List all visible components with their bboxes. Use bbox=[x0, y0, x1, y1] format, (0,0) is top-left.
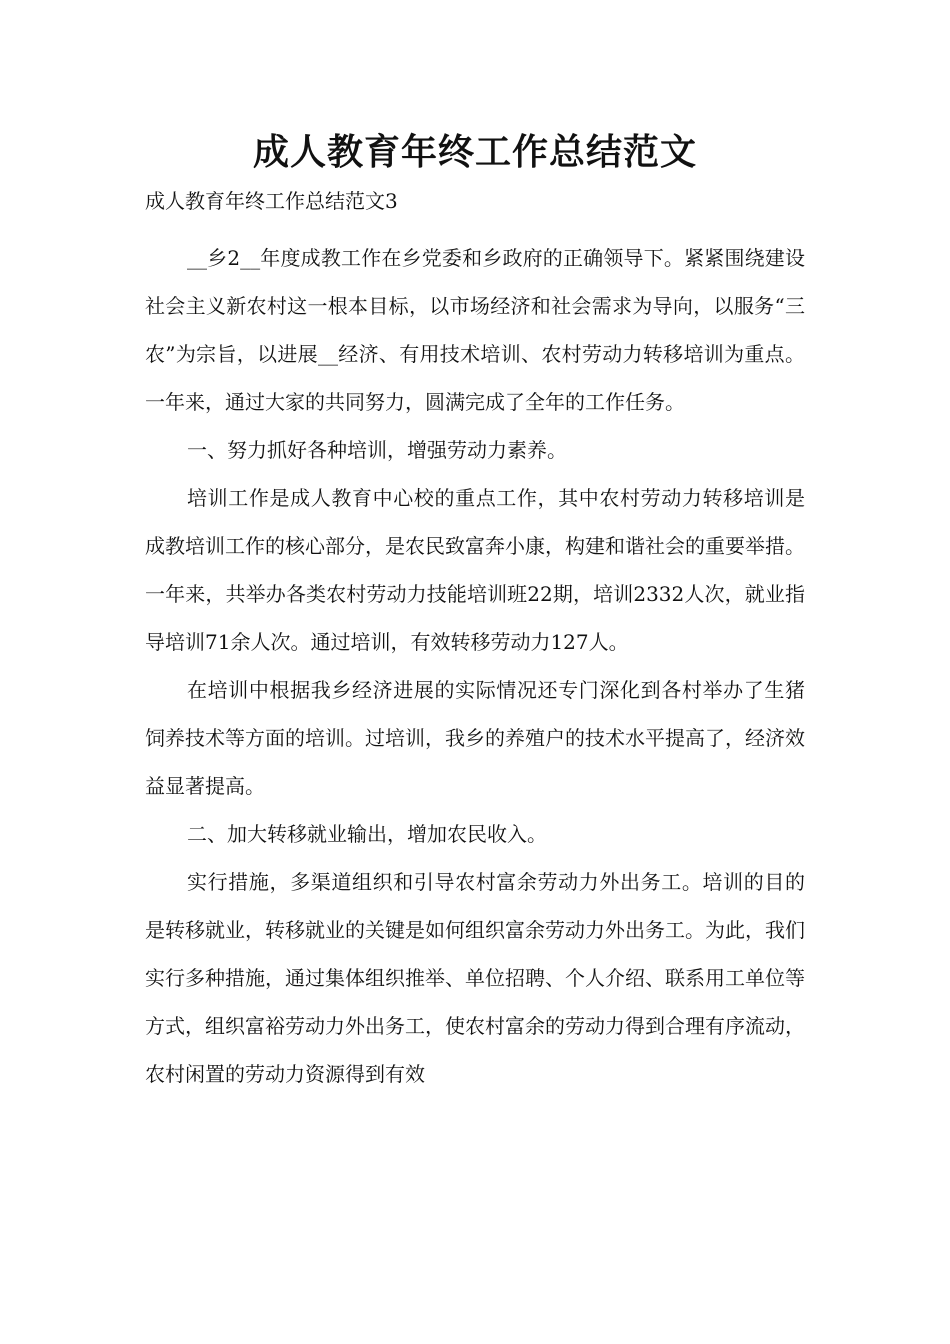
paragraph-training: 培训工作是成人教育中心校的重点工作，其中农村劳动力转移培训是成教培训工作的核心部分，是农民致富奔小康，构建和谐社会的重要举措。一年来，共举办各类农村劳动力技能培训班22期，培训2332人次，就业指导培训71余人次。通过培训，有效转移劳动力127人。 bbox=[145, 486, 805, 654]
paragraph-intro: __乡2__年度成教工作在乡党委和乡政府的正确领导下。紧紧围绕建设社会主义新农村这一根本目标，以市场经济和社会需求为导向，以服务“三农”为宗旨，以进展__经济、有用技术培训、农村劳动力转移培训为重点。一年来，通过大家的共同努力，圆满完成了全年的工作任务。 bbox=[145, 246, 805, 414]
document-title: 成人教育年终工作总结范文 bbox=[252, 132, 697, 173]
document-body bbox=[145, 234, 805, 1098]
paragraph-employment: 实行措施，多渠道组织和引导农村富余劳动力外出务工。培训的目的是转移就业，转移就业的关键是如何组织富余劳动力外出务工。为此，我们实行多种措施，通过集体组织推举、单位招聘、个人介绍、联系用工单位等方式，组织富裕劳动力外出务工，使农村富余的劳动力得到合理有序流动，农村闲置的劳动力资源得到有效 bbox=[145, 870, 805, 1086]
section-heading-1: 一、努力抓好各种培训，增强劳动力素养。 bbox=[187, 438, 567, 462]
section-heading-2: 二、加大转移就业输出，增加农民收入。 bbox=[187, 822, 547, 846]
paragraph-village-training: 在培训中根据我乡经济进展的实际情况还专门深化到各村举办了生猪饲养技术等方面的培训。过培训，我乡的养殖户的技术水平提高了，经济效益显著提高。 bbox=[145, 678, 805, 798]
document-subtitle: 成人教育年终工作总结范文3 bbox=[145, 189, 398, 213]
